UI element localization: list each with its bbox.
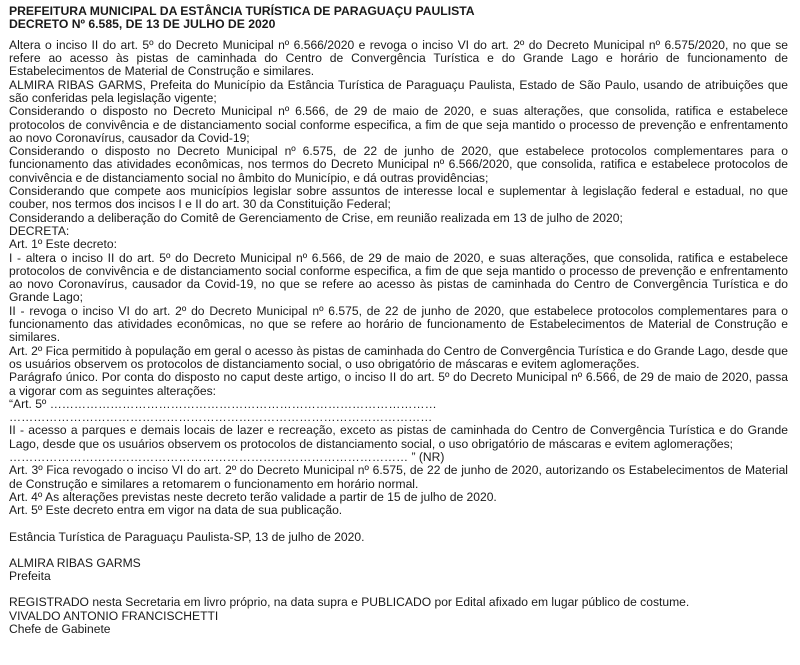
place-and-date: Estância Turística de Paraguaçu Paulista-SP, 13 de julho de 2020.	[9, 529, 365, 544]
document-header	[9, 5, 788, 32]
article-4: Art. 4º As alterações previstas neste decreto terão validade a partir de 15 de julho de 2020.	[9, 489, 497, 504]
article-5: Art. 5º Este decreto entra em vigor na data de sua publicação.	[9, 503, 343, 518]
quoted-end: ……………………………………………………………………………………… ” (NR)	[9, 450, 445, 465]
quoted-item-ii: II - acesso a parques e demais locais de lazer e recreação, exceto as pistas de caminhada do Centro de Convergência Turística e do Grande Lago, desde que os usuários observem os protocolos de distanciamento social, o uso obrigatório de máscaras e evitem aglomerações;	[9, 423, 788, 451]
signer-name: ALMIRA RIBAS GARMS	[9, 555, 141, 570]
quoted-omission: ……………………………………………………………………………………………	[9, 410, 433, 425]
considerando-2: Considerando o disposto no Decreto Municipal nº 6.575, de 22 de junho de 2020, que estabelece protocolos complementares para o funcionamento das atividades econômicas, nos termos do Decreto Municipal nº 6.566/2020, que consolida, ratifica e estabelece protocolos de convivência e de distanciamento social no âmbito do Município, e dá outras providências;	[9, 144, 788, 185]
decree-title: DECRETO Nº 6.585, DE 13 DE JULHO DE 2020	[9, 17, 276, 32]
signer-title: Prefeita	[9, 569, 51, 584]
considerando-3: Considerando que compete aos municípios legislar sobre assuntos de interesse local e suplementar à legislação federal e estadual, no que couber, nos termos dos incisos I e II do art. 30 da Constituição Federal;	[9, 184, 788, 212]
article-2-paragraph: Parágrafo único. Por conta do disposto no caput deste artigo, o inciso II do art. 5º do Decreto Municipal nº 6.566, de 29 de maio de 2020, passa a vigorar com as seguintes alterações:	[9, 370, 788, 398]
spacer	[9, 518, 788, 531]
considerando-4: Considerando a deliberação do Comitê de Gerenciamento de Crise, em reunião realizada em 13 de julho de 2020;	[9, 210, 623, 225]
article-1: Art. 1º Este decreto:	[9, 237, 117, 252]
decreta-heading: DECRETA:	[9, 223, 70, 238]
article-2: Art. 2º Fica permitido à população em geral o acesso às pistas de caminhada do Centro de Convergência Turística e do Grande Lago, desde que os usuários observem os protocolos de distanciamento social, o uso obrigatório de máscaras e evitem aglomerações.	[9, 343, 788, 371]
article-1-item-ii: II - revoga o inciso VI do art. 2º do Decreto Municipal nº 6.575, de 22 de junho de 2020, que estabelece protocolos complementares para o funcionamento das atividades econômicas, no que se refere ao horário de funcionamento de Estabelecimentos de Material de Construção e similares.	[9, 303, 788, 345]
issuer-title: PREFEITURA MUNICIPAL DA ESTÂNCIA TURÍSTICA DE PARAGUAÇU PAULISTA	[9, 4, 475, 18]
spacer	[9, 544, 788, 557]
preamble-paragraph: ALMIRA RIBAS GARMS, Prefeita do Município da Estância Turística de Paraguaçu Paulista, Estado de São Paulo, usando de atribuições que são conferidas pela legislação vigente;	[9, 77, 788, 105]
article-3: Art. 3º Fica revogado o inciso VI do art. 2º do Decreto Municipal nº 6.575, de 22 de junho de 2020, autorizando os Estabelecimentos de Material de Construção e similares a retomarem o funcionamento em horário normal.	[9, 463, 788, 491]
chief-name: VIVALDO ANTONIO FRANCISCHETTI	[9, 608, 219, 623]
registration-note: REGISTRADO nesta Secretaria em livro próprio, na data supra e PUBLICADO por Edital afixado em lugar público de costume.	[9, 595, 690, 610]
considerando-1: Considerando o disposto no Decreto Municipal nº 6.566, de 29 de maio de 2020, e suas alterações, que consolida, ratifica e estabelece protocolos de convivência e de distanciamento social conforme especifica, a fim de que seja mantido o processo de prevenção e enfrentamento ao novo Coronavírus, causador da Covid-19;	[9, 104, 788, 145]
article-1-item-i: I - altera o inciso II do art. 5º do Decreto Municipal nº 6.566, de 29 de maio de 2020, e suas alterações, que consolida, ratifica e estabelece protocolos de convivência e de distanciamento social conforme especifica, a fim de que seja mantido o processo de prevenção e enfrentamento ao novo Coronavírus, causador da Covid-19, no que se refere ao acesso às pistas de caminhada do Centro de Convergência Turística e do Grande Lago;	[9, 250, 788, 305]
quoted-article-5: “Art. 5º ……………………………………………………………………………………	[9, 396, 437, 411]
decree-body	[9, 39, 788, 518]
signature-block-mayor	[9, 557, 788, 584]
ementa-paragraph: Altera o inciso II do art. 5º do Decreto Municipal nº 6.566/2020 e revoga o inciso VI do art. 2º do Decreto Municipal nº 6.575/2020, no que se refere ao acesso às pistas de caminhada do Centro de Convergência Turística e do Grande Lago e horário de funcionamento de Estabelecimentos de Material de Construção e similares.	[9, 37, 788, 79]
chief-title: Chefe de Gabinete	[9, 621, 111, 636]
signature-block-chief	[9, 610, 788, 637]
